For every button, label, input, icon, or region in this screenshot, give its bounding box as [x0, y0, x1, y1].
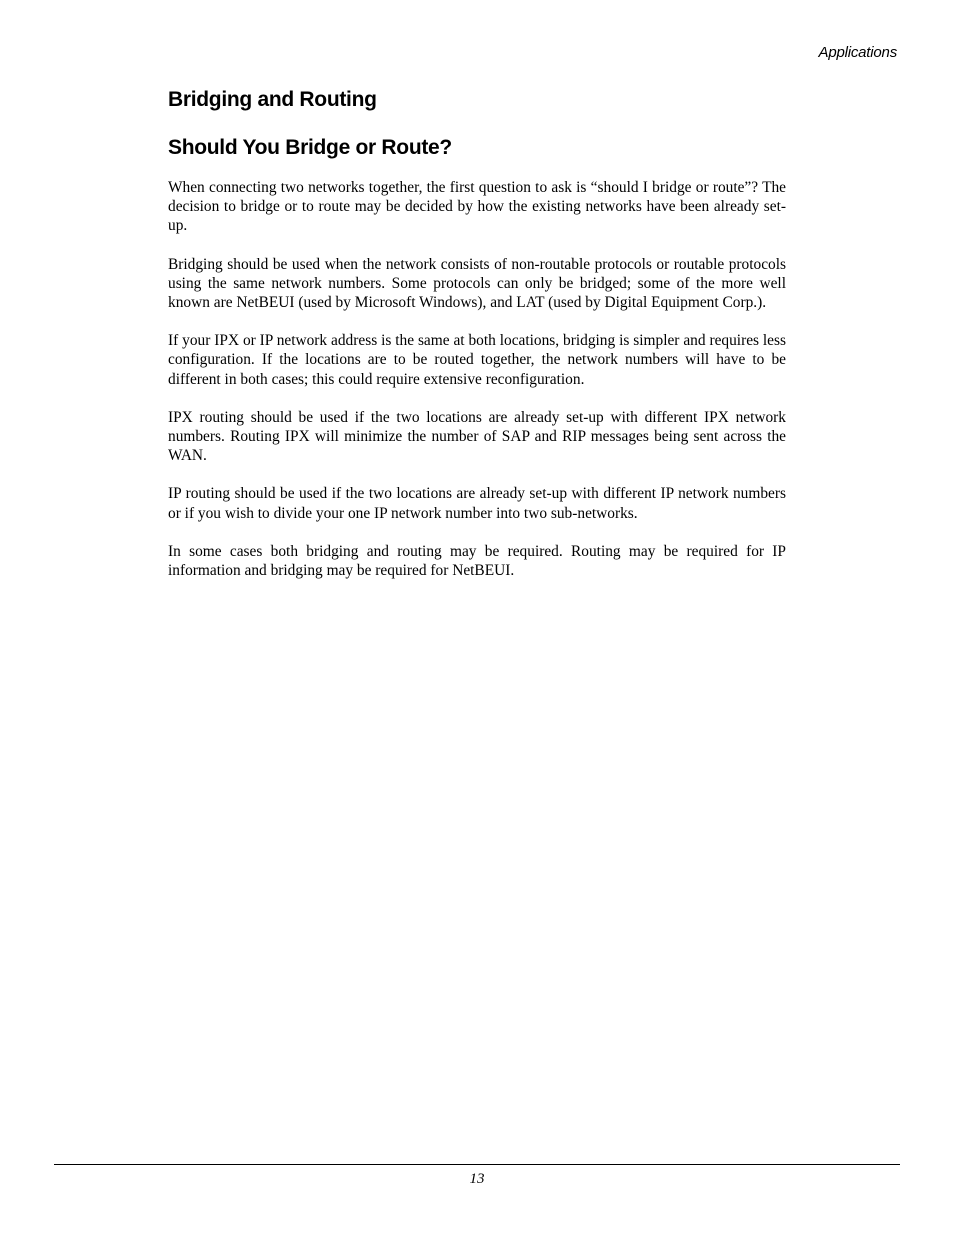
paragraph: If your IPX or IP network address is the same at both locations, bridging is simpler and requires less configuration. If the locations are to be routed together, the network numbers will have to be different in both cases; this could require extensive reconfiguration.	[168, 332, 786, 388]
paragraph: When connecting two networks together, the first question to ask is “should I bridge or route”? The decision to bridge or to route may be decided by how the existing networks have been already set-up.	[168, 179, 786, 235]
body-text	[168, 178, 786, 580]
section-heading: Should You Bridge or Route?	[168, 136, 452, 159]
paragraph: Bridging should be used when the network consists of non-routable protocols or routable protocols using the same network numbers. Some protocols can only be bridged; some of the more well known are NetBEUI (used by Microsoft Windows), and LAT (used by Digital Equipment Corp.).	[168, 255, 786, 312]
paragraph: In some cases both bridging and routing may be required. Routing may be required for IP information and bridging may be required for NetBEUI.	[168, 542, 786, 580]
page-number: 13	[469, 1171, 485, 1187]
page-content	[168, 84, 786, 599]
paragraph: IP routing should be used if the two locations are already set-up with different IP network numbers or if you wish to divide your one IP network number into two sub-networks.	[168, 485, 786, 522]
running-header: Applications	[818, 44, 897, 61]
paragraph: IPX routing should be used if the two locations are already set-up with different IPX network numbers. Routing IPX will minimize the number of SAP and RIP messages being sent across the WAN.	[168, 408, 786, 465]
page-title: Bridging and Routing	[168, 88, 377, 111]
footer-divider	[54, 1164, 900, 1165]
